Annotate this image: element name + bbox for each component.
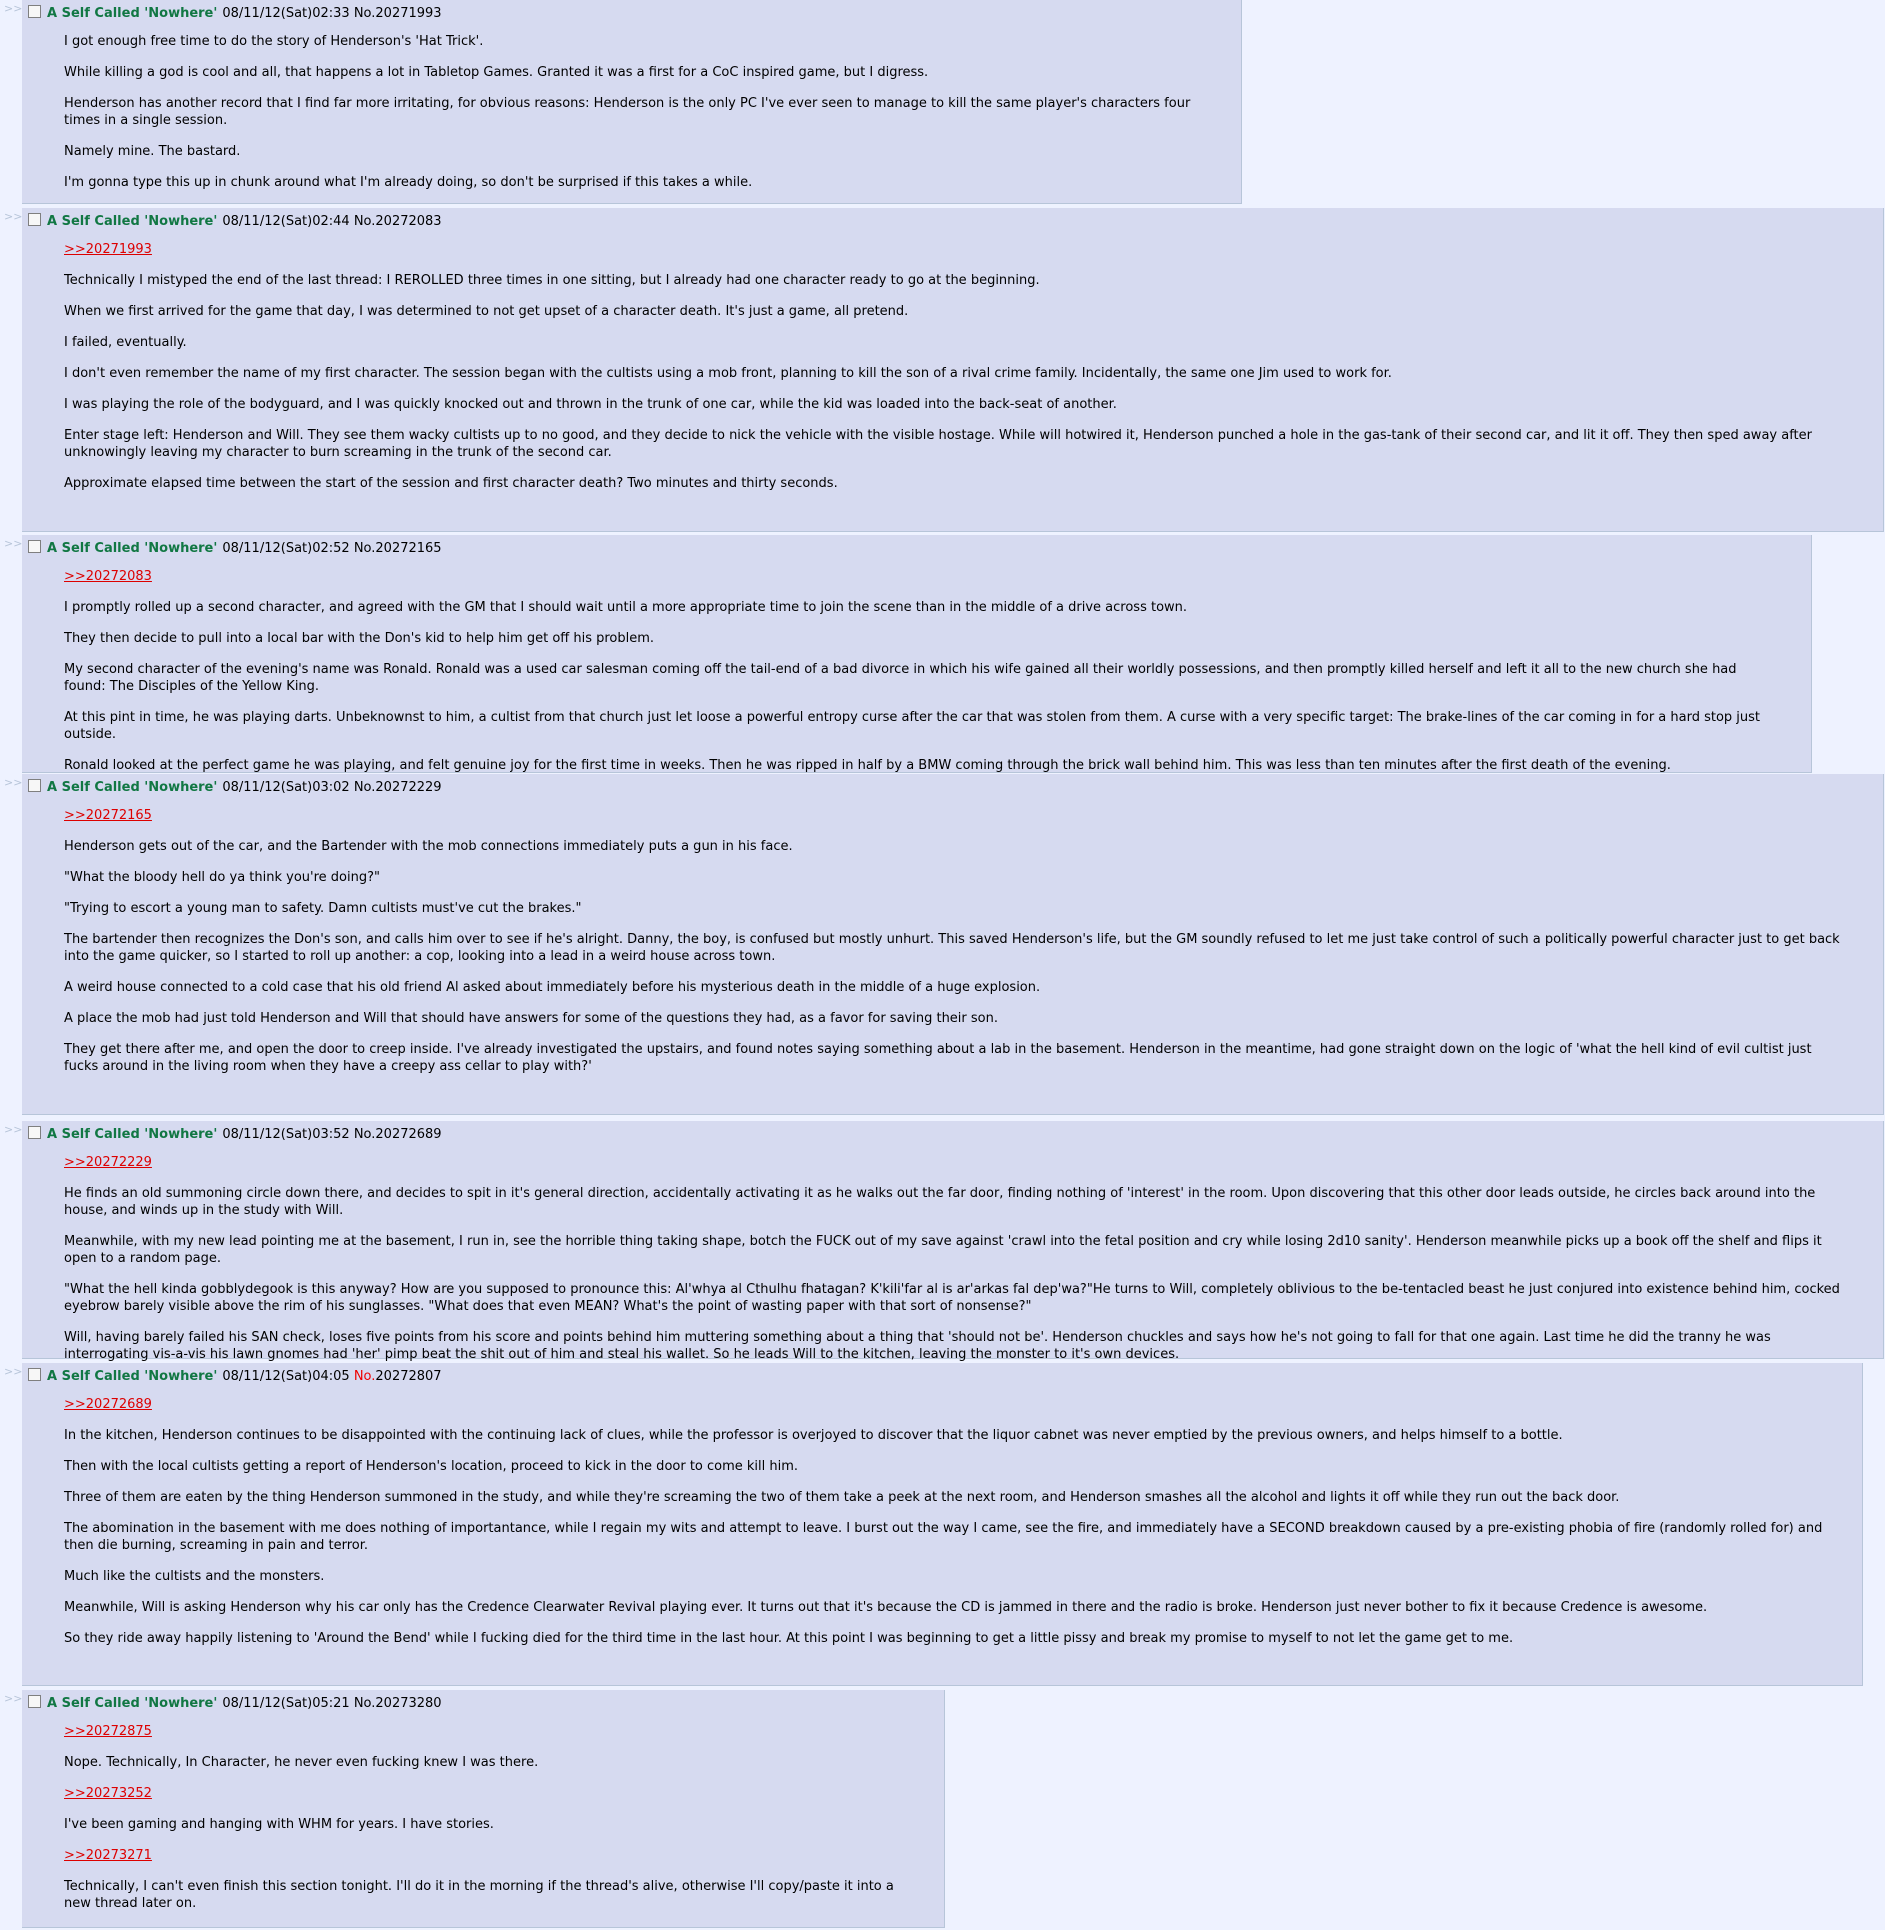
post-header bbox=[28, 1695, 908, 1711]
post-number[interactable]: 20272083 bbox=[375, 214, 442, 229]
post-paragraph: Will, having barely failed his SAN check, loses five points from his score and points behind him muttering something about a thing that 'should not be'. Henderson chuckles and says how he's not going to fall for that one again. Last time he did the tranny he was interrogating vis-a-vis his lawn gnomes had 'her' pimp beat the shit out of him and steal his wallet. So he leads Will to the kitchen, leaving the monster to it's own devices. bbox=[64, 1330, 1771, 1362]
poster-name: A Self Called 'Nowhere' bbox=[47, 541, 218, 556]
post-body bbox=[64, 807, 1847, 1075]
post-paragraph: Henderson has another record that I find far more irritating, for obvious reasons: Henderson is the only PC I've ever seen to manage to kill the same player's characters four times in a single session. bbox=[64, 96, 1191, 128]
quote-link[interactable]: >>20272875 bbox=[64, 1724, 152, 1739]
post-paragraph: Henderson gets out of the car, and the Bartender with the mob connections immediately puts a gun in his face. bbox=[64, 839, 793, 854]
post-checkbox[interactable] bbox=[28, 5, 41, 18]
post-header bbox=[28, 213, 1847, 229]
side-arrows: >> bbox=[4, 210, 23, 223]
post-paragraph: Three of them are eaten by the thing Henderson summoned in the study, and while they're screaming the two of them take a peek at the next room, and Henderson smashes all the alcohol and lights it off while they run out the back door. bbox=[64, 1490, 1620, 1505]
post-body bbox=[64, 1154, 1847, 1363]
post-paragraph: Meanwhile, with my new lead pointing me at the basement, I run in, see the horrible thing taking shape, botch the FUCK out of my save against 'crawl into the fetal position and cry while losing 2d10 sanity'. Henderson meanwhile picks up a book off the shelf and flips it open to a random page. bbox=[64, 1234, 1822, 1266]
post-body bbox=[64, 568, 1775, 774]
post-paragraph: "What the bloody hell do ya think you're doing?" bbox=[64, 870, 380, 885]
post-paragraph: A weird house connected to a cold case that his old friend Al asked about immediately before his mysterious death in the middle of a huge explosion. bbox=[64, 980, 1041, 995]
post-date: 08/11/12(Sat)03:52 bbox=[222, 1127, 350, 1142]
post-paragraph: The abomination in the basement with me does nothing of importantance, while I regain my wits and attempt to leave. I burst out the way I came, see the fire, and immediately have a SECOND breakdown caused by a pre-existing phobia of fire (randomly rolled for) and then die burning, screaming in pain and terror. bbox=[64, 1521, 1823, 1553]
post-checkbox[interactable] bbox=[28, 540, 41, 553]
post-number[interactable]: 20272689 bbox=[375, 1127, 442, 1142]
post-paragraph: So they ride away happily listening to 'Around the Bend' while I fucking died for the third time in the last hour. At this point I was beginning to get a little pissy and break my promise to myself to not let the game get to me. bbox=[64, 1631, 1514, 1646]
post-checkbox[interactable] bbox=[28, 1368, 41, 1381]
quote-link[interactable]: >>20272083 bbox=[64, 569, 152, 584]
quote-link[interactable]: >>20272689 bbox=[64, 1397, 152, 1412]
post-number-link[interactable]: No. bbox=[353, 1127, 376, 1142]
post-paragraph: I promptly rolled up a second character, and agreed with the GM that I should wait until a more appropriate time to join the scene than in the middle of a drive across town. bbox=[64, 600, 1188, 615]
post-paragraph: In the kitchen, Henderson continues to be disappointed with the continuing lack of clues, while the professor is overjoyed to discover that the liquor cabnet was never emptied by the previous owners, and helps himself to a bottle. bbox=[64, 1428, 1563, 1443]
post-paragraph: Then with the local cultists getting a report of Henderson's location, proceed to kick in the door to come kill him. bbox=[64, 1459, 799, 1474]
side-arrows: >> bbox=[4, 776, 23, 789]
reply-post bbox=[22, 1121, 1884, 1362]
post-number-link[interactable]: No. bbox=[353, 1369, 376, 1384]
post-paragraph: Enter stage left: Henderson and Will. They see them wacky cultists up to no good, and they decide to nick the vehicle with the visible hostage. While will hotwired it, Henderson punched a hole in the gas-tank of their second car, and lit it off. They then sped away after unknowingly leaving my character to burn screaming in the trunk of the second car. bbox=[64, 428, 1812, 460]
post-paragraph: Meanwhile, Will is asking Henderson why his car only has the Credence Clearwater Revival playing ever. It turns out that it's because the CD is jammed in there and the radio is broke. Henderson just never bother to fix it because Credence is awesome. bbox=[64, 1600, 1708, 1615]
reply-post bbox=[22, 208, 1884, 532]
post-paragraph: I'm gonna type this up in chunk around what I'm already doing, so don't be surprised if this takes a while. bbox=[64, 175, 753, 190]
post-paragraph: Namely mine. The bastard. bbox=[64, 144, 241, 159]
post-header bbox=[28, 779, 1847, 795]
quote-link[interactable]: >>20273271 bbox=[64, 1848, 152, 1863]
post-date: 08/11/12(Sat)03:02 bbox=[222, 780, 350, 795]
post-number[interactable]: 20271993 bbox=[375, 6, 442, 21]
post-header bbox=[28, 540, 1775, 556]
post-checkbox[interactable] bbox=[28, 213, 41, 226]
post-paragraph: "What the hell kinda gobblydegook is this anyway? How are you supposed to pronounce this: Al'whya al Cthulhu fhatagan? K'kili'far al is ar'arkas fal dep'wa?"He turns to Will, completely oblivious to the be-tentacled beast he just conjured into existence behind him, cocked eyebrow barely visible above the rim of his sunglasses. "What does that even MEAN? What's the point of wasting paper with that sort of nonsense?" bbox=[64, 1282, 1840, 1314]
post-paragraph: He finds an old summoning circle down there, and decides to spit in it's general direction, accidentally activating it as he walks out the far door, finding nothing of 'interest' in the room. Upon discovering that this other door leads outside, he circles back around into the house, and winds up in the study with Will. bbox=[64, 1186, 1816, 1218]
quote-link[interactable]: >>20272165 bbox=[64, 808, 152, 823]
poster-name: A Self Called 'Nowhere' bbox=[47, 1369, 218, 1384]
poster-name: A Self Called 'Nowhere' bbox=[47, 1696, 218, 1711]
reply-post bbox=[22, 0, 1242, 204]
post-paragraph: A place the mob had just told Henderson and Will that should have answers for some of the questions they had, as a favor for saving their son. bbox=[64, 1011, 998, 1026]
post-paragraph: Technically, I can't even finish this section tonight. I'll do it in the morning if the thread's alive, otherwise I'll copy/paste it into a new thread later on. bbox=[64, 1879, 894, 1911]
post-number-link[interactable]: No. bbox=[353, 1696, 376, 1711]
side-arrows: >> bbox=[4, 537, 23, 550]
post-checkbox[interactable] bbox=[28, 1695, 41, 1708]
post-paragraph: Technically I mistyped the end of the last thread: I REROLLED three times in one sitting, but I already had one character ready to go at the beginning. bbox=[64, 273, 1040, 288]
post-number[interactable]: 20272229 bbox=[375, 780, 442, 795]
post-paragraph: I was playing the role of the bodyguard, and I was quickly knocked out and thrown in the trunk of one car, while the kid was loaded into the back-seat of another. bbox=[64, 397, 1117, 412]
post-paragraph: I've been gaming and hanging with WHM for years. I have stories. bbox=[64, 1817, 494, 1832]
poster-name: A Self Called 'Nowhere' bbox=[47, 780, 218, 795]
post-body bbox=[64, 241, 1847, 492]
side-arrows: >> bbox=[4, 1692, 23, 1705]
post-paragraph: I got enough free time to do the story of Henderson's 'Hat Trick'. bbox=[64, 34, 484, 49]
post-paragraph: Much like the cultists and the monsters. bbox=[64, 1569, 325, 1584]
post-number-link[interactable]: No. bbox=[353, 214, 376, 229]
post-paragraph: I failed, eventually. bbox=[64, 335, 187, 350]
post-paragraph: Nope. Technically, In Character, he never even fucking knew I was there. bbox=[64, 1755, 539, 1770]
post-paragraph: "Trying to escort a young man to safety. Damn cultists must've cut the brakes." bbox=[64, 901, 582, 916]
post-paragraph: Approximate elapsed time between the start of the session and first character death? Two minutes and thirty seconds. bbox=[64, 476, 838, 491]
post-number[interactable]: 20273280 bbox=[375, 1696, 442, 1711]
post-paragraph: They get there after me, and open the door to creep inside. I've already investigated the upstairs, and found notes saying something about a lab in the basement. Henderson in the meantime, had gone straight down on the logic of 'what the hell kind of evil cultist just fucks around in the living room when they have a creepy ass cellar to play with?' bbox=[64, 1042, 1812, 1074]
post-date: 08/11/12(Sat)05:21 bbox=[222, 1696, 350, 1711]
post-body bbox=[64, 1723, 908, 1912]
post-checkbox[interactable] bbox=[28, 1126, 41, 1139]
side-arrows: >> bbox=[4, 1365, 23, 1378]
post-checkbox[interactable] bbox=[28, 779, 41, 792]
post-body bbox=[64, 33, 1205, 191]
post-number[interactable]: 20272165 bbox=[375, 541, 442, 556]
post-date: 08/11/12(Sat)02:44 bbox=[222, 214, 350, 229]
reply-post bbox=[22, 1363, 1863, 1686]
post-body bbox=[64, 1396, 1826, 1647]
reply-post bbox=[22, 535, 1812, 773]
post-paragraph: While killing a god is cool and all, that happens a lot in Tabletop Games. Granted it was a first for a CoC inspired game, but I digress. bbox=[64, 65, 929, 80]
post-paragraph: Ronald looked at the perfect game he was playing, and felt genuine joy for the first time in weeks. Then he was ripped in half by a BMW coming through the brick wall behind him. This was less than ten minutes after the first death of the evening. bbox=[64, 758, 1671, 773]
poster-name: A Self Called 'Nowhere' bbox=[47, 6, 218, 21]
post-paragraph: The bartender then recognizes the Don's son, and calls him over to see if he's alright. Danny, the boy, is confused but mostly unhurt. This saved Henderson's life, but the GM soundly refused to let me just take control of such a politically powerful character just to get back into the game quicker, so I started to roll up another: a cop, looking into a lead in a weird house across town. bbox=[64, 932, 1840, 964]
post-date: 08/11/12(Sat)02:33 bbox=[222, 6, 350, 21]
reply-post bbox=[22, 1690, 945, 1928]
post-number-link[interactable]: No. bbox=[353, 541, 376, 556]
post-number[interactable]: 20272807 bbox=[375, 1369, 442, 1384]
post-header bbox=[28, 1126, 1847, 1142]
quote-link[interactable]: >>20271993 bbox=[64, 242, 152, 257]
post-header bbox=[28, 5, 1205, 21]
side-arrows: >> bbox=[4, 2, 23, 15]
quote-link[interactable]: >>20272229 bbox=[64, 1155, 152, 1170]
post-number-link[interactable]: No. bbox=[353, 780, 376, 795]
post-paragraph: I don't even remember the name of my first character. The session began with the cultists using a mob front, planning to kill the son of a rival crime family. Incidentally, the same one Jim used to work for. bbox=[64, 366, 1392, 381]
post-paragraph: When we first arrived for the game that day, I was determined to not get upset of a character death. It's just a game, all pretend. bbox=[64, 304, 909, 319]
reply-post bbox=[22, 774, 1884, 1115]
post-number-link[interactable]: No. bbox=[353, 6, 376, 21]
post-paragraph: My second character of the evening's name was Ronald. Ronald was a used car salesman coming off the tail-end of a bad divorce in which his wife gained all their worldly possessions, and then promptly killed herself and left it all to the new church she had found: The Disciples of the Yellow King. bbox=[64, 662, 1737, 694]
poster-name: A Self Called 'Nowhere' bbox=[47, 214, 218, 229]
post-paragraph: They then decide to pull into a local bar with the Don's kid to help him get off his problem. bbox=[64, 631, 655, 646]
side-arrows: >> bbox=[4, 1123, 23, 1136]
quote-link[interactable]: >>20273252 bbox=[64, 1786, 152, 1801]
post-date: 08/11/12(Sat)04:05 bbox=[222, 1369, 350, 1384]
post-date: 08/11/12(Sat)02:52 bbox=[222, 541, 350, 556]
post-header bbox=[28, 1368, 1826, 1384]
post-paragraph: At this pint in time, he was playing darts. Unbeknownst to him, a cultist from that church just let loose a powerful entropy curse after the car that was stolen from them. A curse with a very specific target: The brake-lines of the car coming in for a hard stop just outside. bbox=[64, 710, 1761, 742]
poster-name: A Self Called 'Nowhere' bbox=[47, 1127, 218, 1142]
